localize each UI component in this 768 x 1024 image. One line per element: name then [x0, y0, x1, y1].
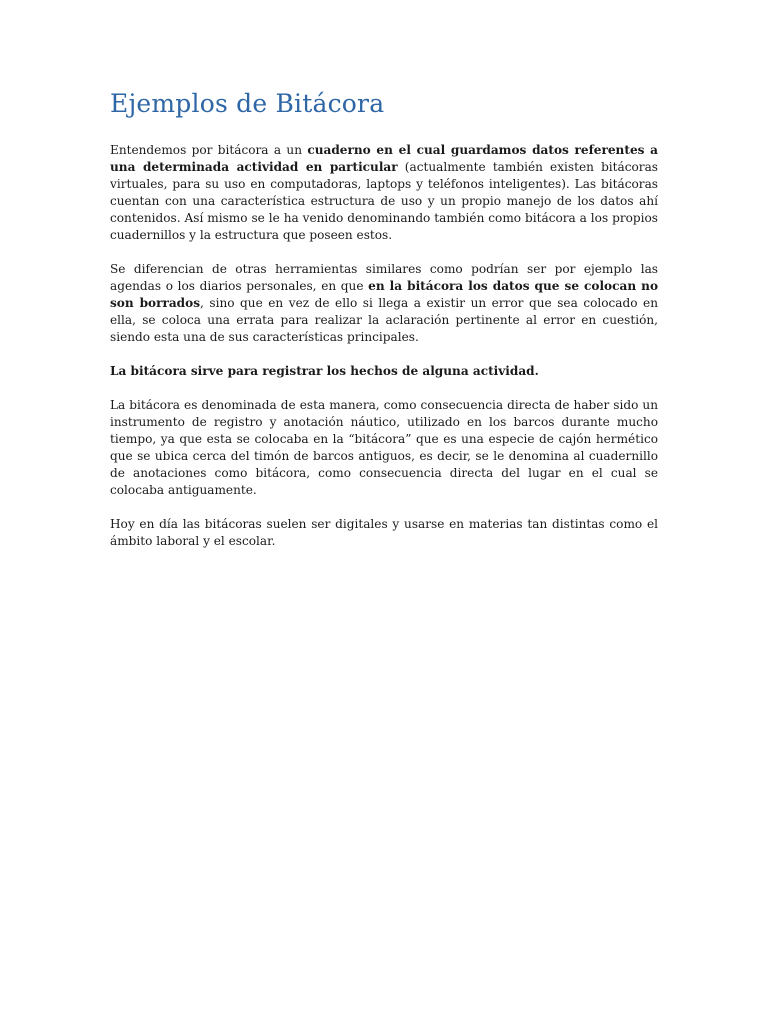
- paragraph-differences-text-2: , sino que en vez de ello si llega a existir un error que sea colocado en ella, se coloca una errata para realizar la aclaración pertinente al error en cuestión, siendo esta una de sus características principales.: [110, 296, 658, 344]
- paragraph-definition-text-2: (actualmente también existen bitácoras virtuales, para su uso en computadoras, laptops y teléfonos inteligentes). Las bitácoras cuentan con una característica estructura de uso y un propio manejo de los datos ahí contenidos. Así mismo se le ha venido denominando también como bitácora a los propios cuadernillos y la estructura que poseen estos.: [110, 160, 659, 242]
- paragraph-differences-bold: en la bitácora los datos que se colocan no son borrados: [110, 279, 659, 310]
- document-title: Ejemplos de Bitácora: [110, 89, 385, 118]
- paragraph-differences: [110, 261, 658, 346]
- paragraph-origin: La bitácora es denominada de esta manera, como consecuencia directa de haber sido un instrumento de registro y anotación náutico, utilizado en los barcos durante mucho tiempo, ya que esta se colocaba en la “bitácora” que es una especie de cajón hermético que se ubica cerca del timón de barcos antiguos, es decir, se le denomina al cuadernillo de anotaciones como bitácora, como consecuencia directa del lugar en el cual se colocaba antiguamente.: [110, 398, 658, 497]
- document-page: [110, 88, 658, 567]
- paragraph-definition: [110, 142, 658, 244]
- paragraph-definition-text-1: Entendemos por bitácora a un: [110, 143, 308, 157]
- paragraph-differences-text-1: Se diferencian de otras herramientas similares como podrían ser por ejemplo las agendas o los diarios personales, en que: [110, 262, 658, 293]
- paragraph-today: Hoy en día las bitácoras suelen ser digitales y usarse en materias tan distintas como el ámbito laboral y el escolar.: [110, 517, 658, 548]
- paragraph-purpose: La bitácora sirve para registrar los hechos de alguna actividad.: [110, 364, 539, 378]
- paragraph-definition-bold: cuaderno en el cual guardamos datos referentes a una determinada actividad en particular: [110, 143, 658, 174]
